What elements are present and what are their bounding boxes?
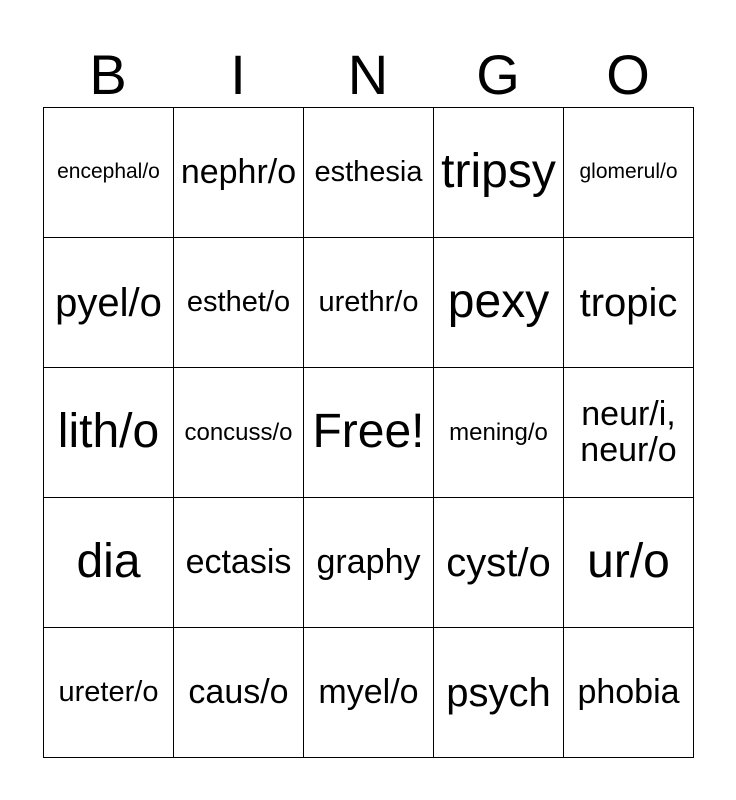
bingo-cell[interactable]	[433, 107, 564, 238]
header-letter-n: N	[347, 43, 389, 106]
cell-label: caus/o	[188, 672, 289, 711]
bingo-cell[interactable]	[303, 237, 434, 368]
cell-label: graphy	[316, 542, 421, 581]
bingo-cell[interactable]	[173, 497, 304, 628]
bingo-cell[interactable]	[173, 237, 304, 368]
header-letter-i: I	[230, 43, 246, 106]
cell-label: glomerul/o	[579, 160, 678, 184]
cell-label: pexy	[447, 275, 550, 329]
header-letter-b: B	[89, 43, 127, 106]
cell-label: ur/o	[587, 535, 670, 589]
bingo-cell[interactable]	[43, 107, 174, 238]
cell-label: tropic	[579, 280, 678, 325]
cell-label: dia	[76, 535, 141, 589]
free-space-label: Free!	[312, 405, 425, 459]
bingo-cell[interactable]	[433, 497, 564, 628]
cell-label: ectasis	[185, 542, 292, 581]
bingo-cell[interactable]	[43, 627, 174, 758]
cell-label: phobia	[577, 672, 680, 711]
bingo-cell[interactable]	[43, 367, 174, 498]
bingo-cell[interactable]	[173, 627, 304, 758]
cell-label: esthet/o	[186, 286, 291, 319]
cell-label: mening/o	[449, 418, 548, 446]
cell-label: concuss/o	[184, 418, 293, 446]
cell-label: esthesia	[314, 156, 423, 189]
cell-label: psych	[446, 670, 551, 715]
bingo-cell[interactable]	[173, 367, 304, 498]
cell-label: ureter/o	[58, 676, 159, 709]
cell-label: myel/o	[318, 672, 419, 711]
bingo-cell[interactable]	[43, 237, 174, 368]
bingo-cell[interactable]	[303, 627, 434, 758]
bingo-cell[interactable]	[303, 107, 434, 238]
bingo-cell[interactable]	[563, 237, 694, 368]
cell-label: pyel/o	[55, 280, 162, 325]
cell-label: encephal/o	[57, 160, 160, 184]
cell-label: lith/o	[57, 405, 160, 459]
bingo-cell[interactable]	[563, 107, 694, 238]
cell-label: tripsy	[441, 145, 556, 199]
bingo-cell[interactable]	[433, 627, 564, 758]
bingo-board	[43, 107, 693, 757]
cell-label: neur/i, neur/o	[580, 394, 677, 469]
bingo-cell[interactable]	[303, 497, 434, 628]
bingo-cell[interactable]	[43, 497, 174, 628]
bingo-cell[interactable]	[433, 367, 564, 498]
bingo-cell[interactable]	[563, 627, 694, 758]
bingo-cell[interactable]	[563, 367, 694, 498]
header-letter-o: O	[606, 43, 650, 106]
bingo-header	[43, 42, 693, 108]
bingo-cell[interactable]	[433, 237, 564, 368]
bingo-cell[interactable]	[173, 107, 304, 238]
cell-label: urethr/o	[318, 286, 419, 319]
cell-label: nephr/o	[180, 152, 297, 191]
free-space-cell[interactable]	[303, 367, 434, 498]
cell-label: cyst/o	[446, 540, 551, 585]
header-letter-g: G	[476, 43, 520, 106]
bingo-cell[interactable]	[563, 497, 694, 628]
